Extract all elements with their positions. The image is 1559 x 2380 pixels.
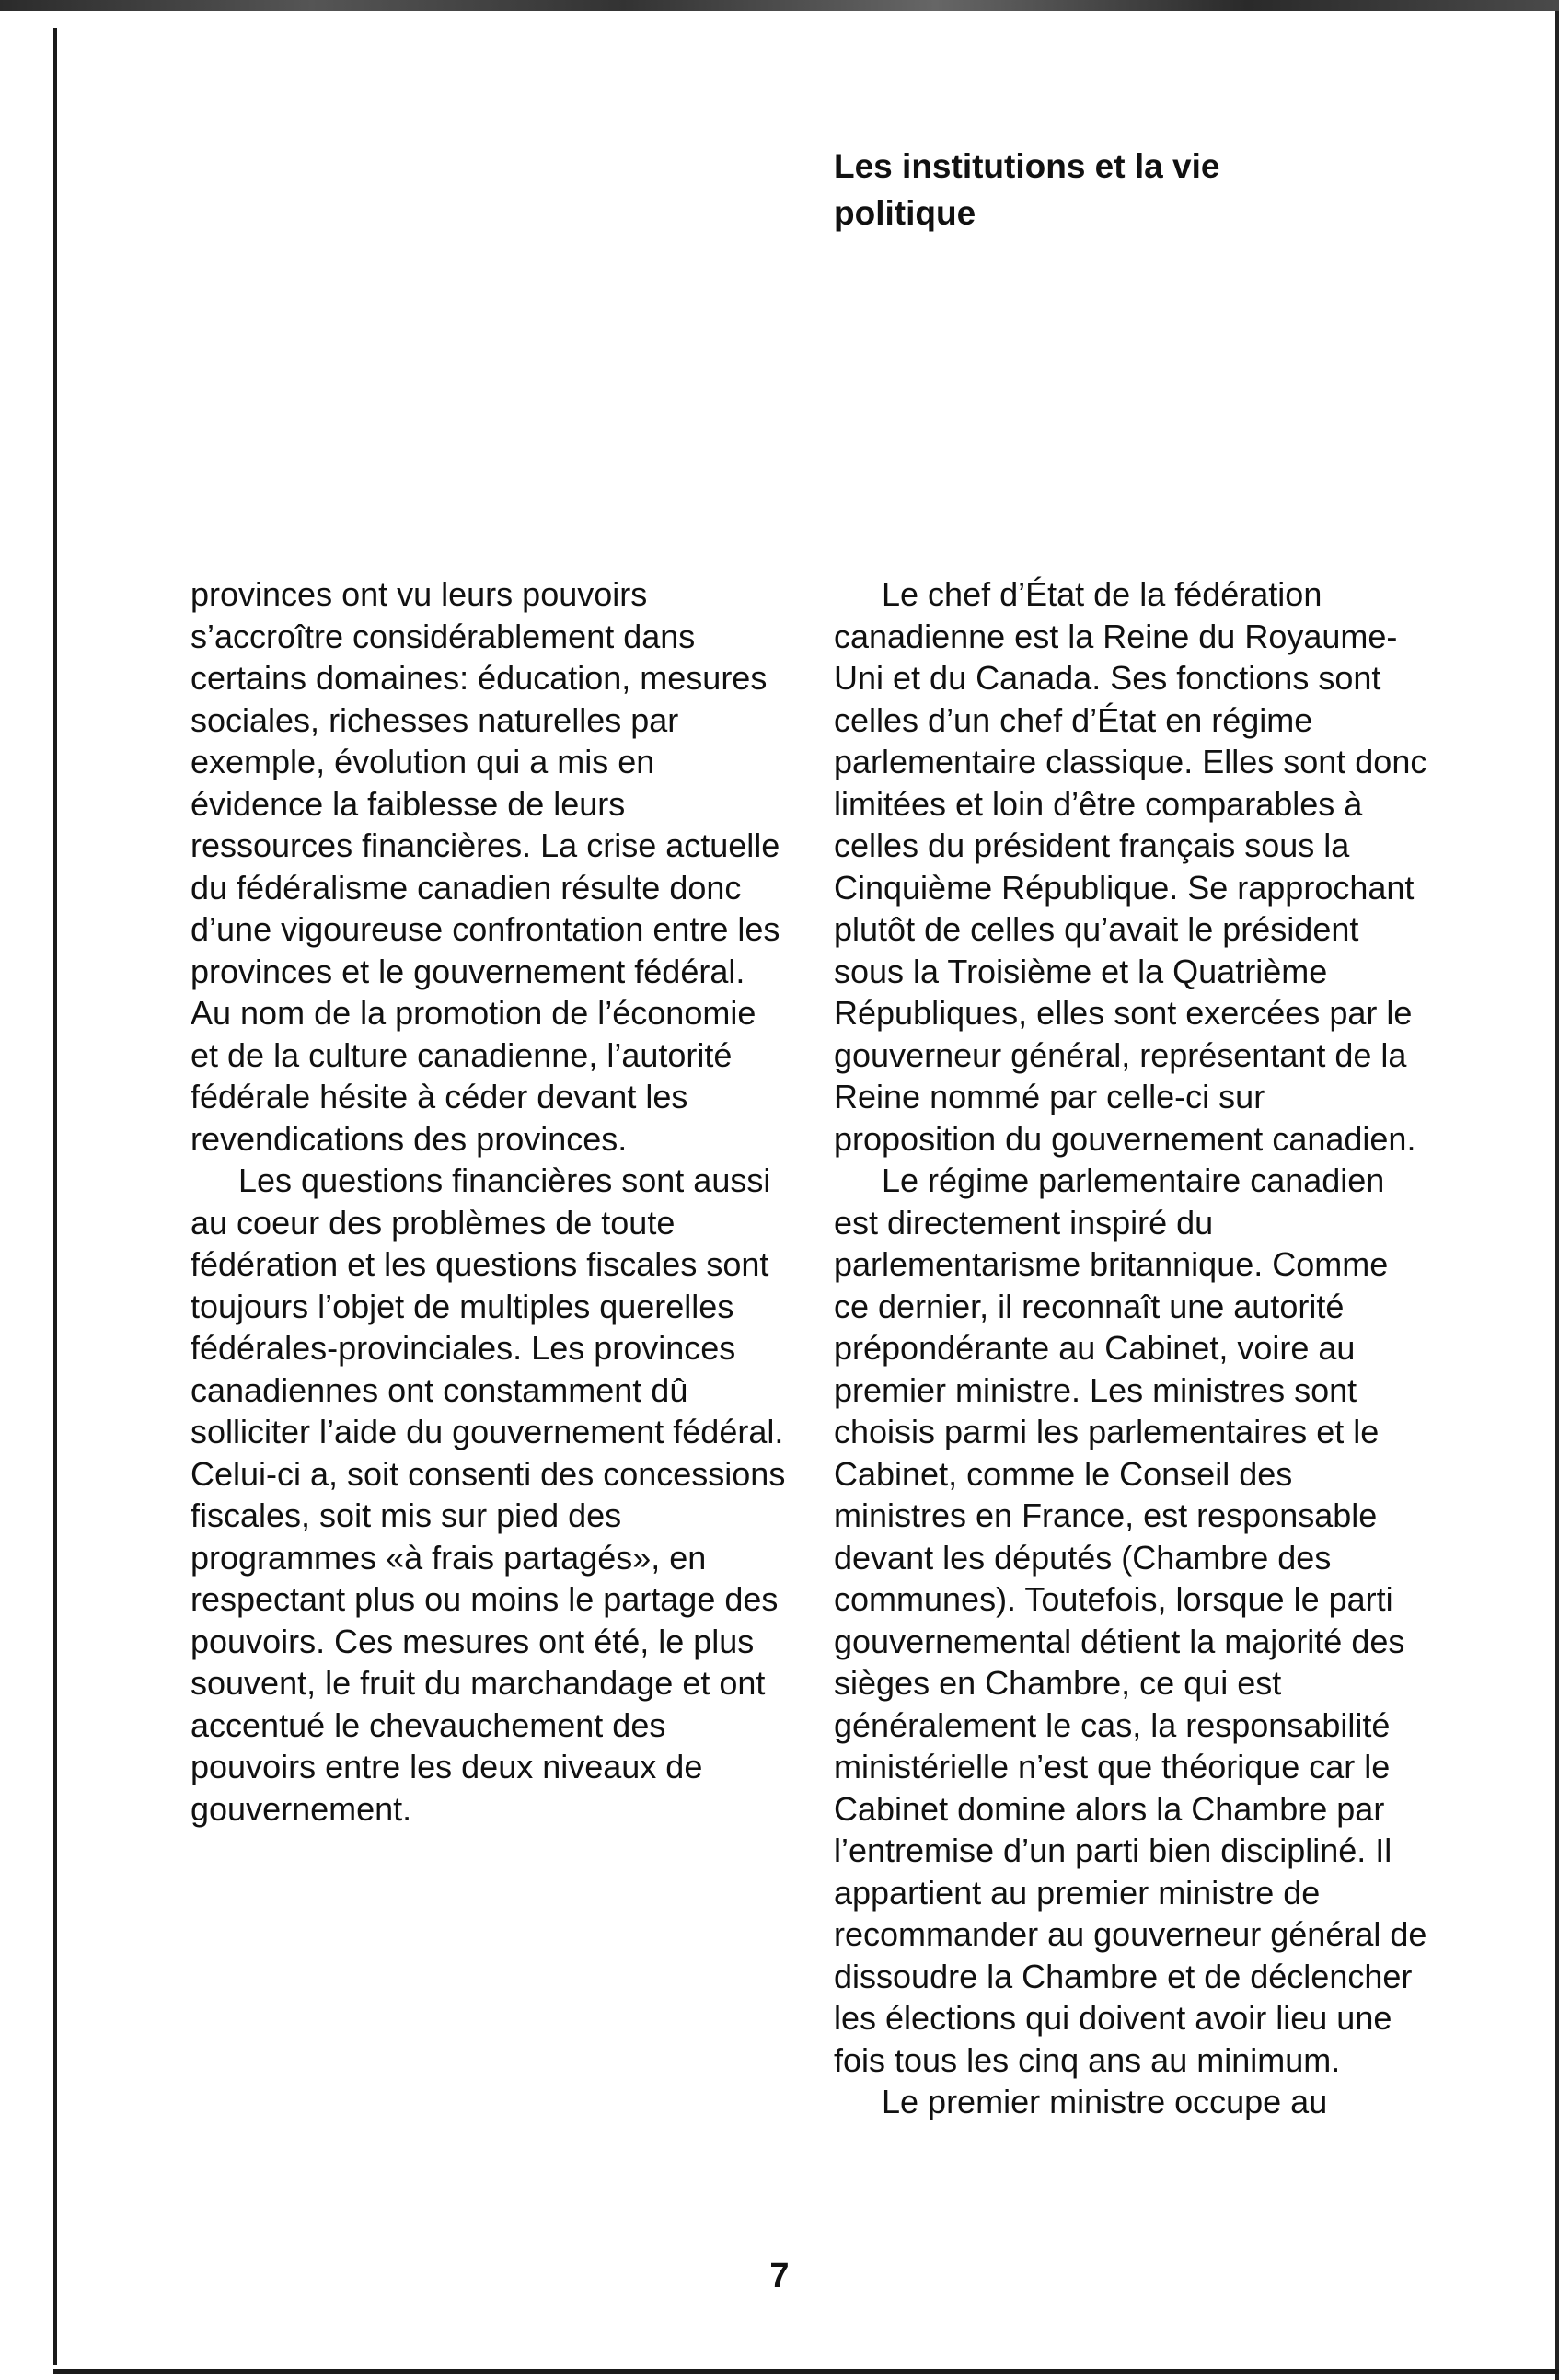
- scan-top-edge: [0, 0, 1559, 11]
- page-number: 7: [769, 2257, 790, 2295]
- paragraph: provinces ont vu leurs pouvoirs s’accroître considérablement dans certains domaines: éducation, mesures sociales, richesses naturelles par exemple, évolution qui a mis en évidence la faiblesse de leurs ressources financières. La crise actuelle du fédéralisme canadien résulte donc d’une vigoureuse confrontation entre les provinces et le gouvernement fédéral. Au nom de la promotion de l’économie et de la culture canadienne, l’autorité fédérale hésite à céder devant les revendications des provinces.: [191, 575, 780, 1158]
- paragraph: Le chef d’État de la fédération canadienne est la Reine du Royaume-Uni et du Canada. Ses fonctions sont celles d’un chef d’État en régime parlementaire classique. Elles sont donc limitées et loin d’être comparables à celles du président français sous la Cinquième République. Se rapprochant plutôt de celles qu’avait le président sous la Troisième et la Quatrième Républiques, elles sont exercées par le gouverneur général, représentant de la Reine nommé par celle-ci sur proposition du gouvernement canadien.: [834, 575, 1427, 1158]
- section-heading: Les institutions et la vie politique: [834, 147, 1220, 232]
- paragraph: Le régime parlementaire canadien est directement inspiré du parlementarisme britannique. Comme ce dernier, il reconnaît une autorité prépondérante au Cabinet, voire au premier ministre. Les ministres sont choisis parmi les parlementaires et le Cabinet, comme le Conseil des ministres en France, est responsable devant les députés (Chambre des communes). Toutefois, lorsque le parti gouvernemental détient la majorité des sièges en Chambre, ce qui est généralement le cas, la responsabilité ministérielle n’est que théorique car le Cabinet domine alors la Chambre par l’entremise d’un parti bien discipliné. Il appartient au premier ministre de recommander au gouverneur général de dissoudre la Chambre et de déclencher les élections qui doivent avoir lieu une fois tous les cinq ans au minimum.: [834, 1161, 1427, 2079]
- scan-bottom-border: [53, 2369, 1559, 2374]
- paragraph: Les questions financières sont aussi au coeur des problèmes de toute fédération et les questions fiscales sont toujours l’objet de multiples querelles fédérales-provinciales. Les provinces canadiennes ont constamment dû solliciter l’aide du gouvernement fédéral. Celui-ci a, soit consenti des concessions fiscales, soit mis sur pied des programmes «à frais partagés», en respectant plus ou moins le partage des pouvoirs. Ces mesures ont été, le plus souvent, le fruit du marchandage et ont accentué le chevauchement des pouvoirs entre les deux niveaux de gouvernement.: [191, 1161, 786, 1828]
- paragraph: Le premier ministre occupe au: [882, 2083, 1328, 2120]
- scan-right-border: [1555, 11, 1559, 2380]
- left-text-column: [191, 573, 789, 1830]
- scan-left-border: [53, 28, 57, 2365]
- right-text-column: [834, 573, 1432, 2123]
